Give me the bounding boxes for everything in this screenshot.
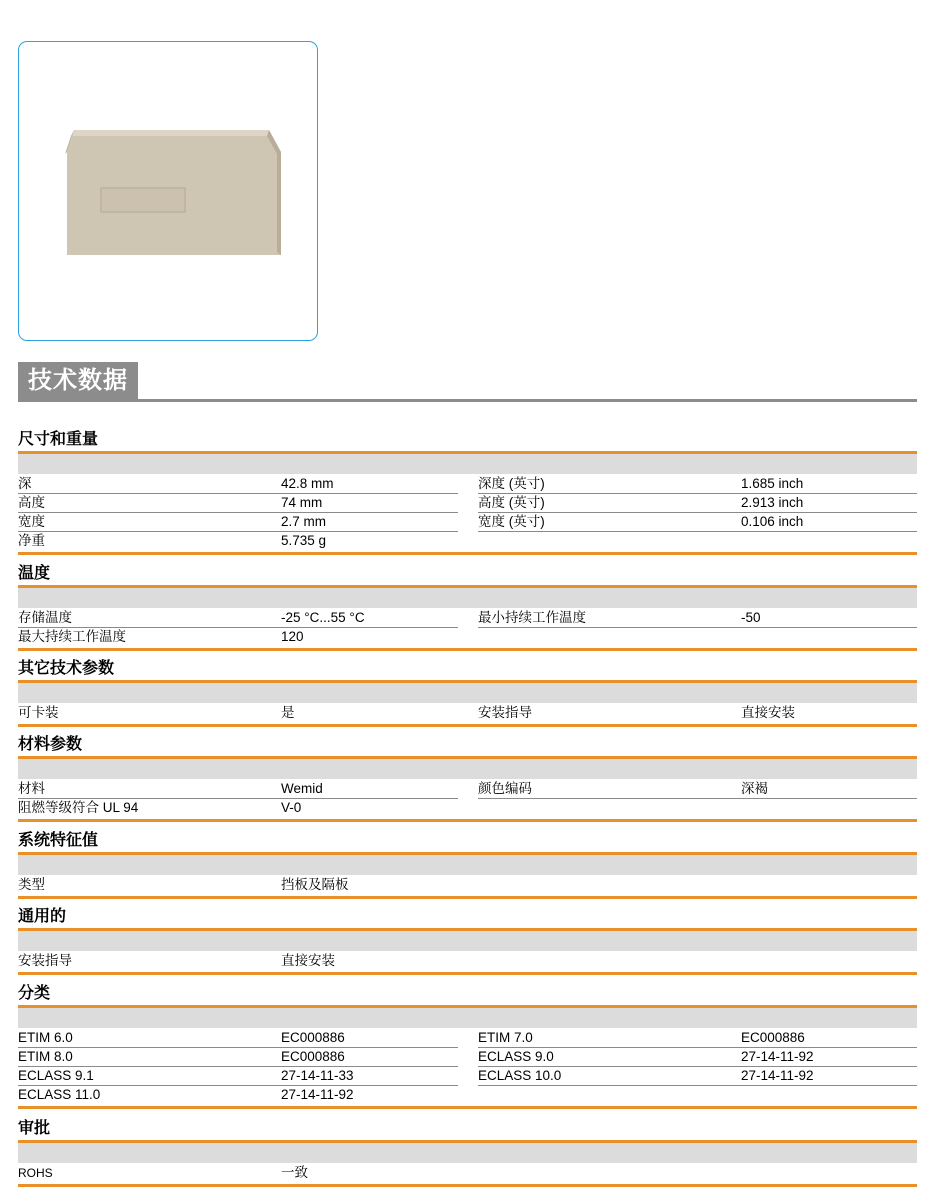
section-header-band xyxy=(18,683,917,703)
spec-value: 1.685 inch xyxy=(741,476,804,491)
spec-label: 安装指导 xyxy=(478,705,532,720)
spec-label: ECLASS 9.0 xyxy=(478,1049,554,1064)
spec-label: ROHS xyxy=(18,1166,53,1180)
spec-label: ETIM 6.0 xyxy=(18,1030,73,1045)
spec-value: 一致 xyxy=(281,1165,308,1180)
spec-label: 高度 xyxy=(18,495,45,510)
spec-value: -50 xyxy=(741,610,761,625)
spec-value: EC000886 xyxy=(281,1049,345,1064)
spec-label: 类型 xyxy=(18,877,45,892)
spec-value: 27-14-11-92 xyxy=(741,1049,814,1064)
spec-label: 材料 xyxy=(18,781,45,796)
section-bottom-rule xyxy=(18,1184,917,1187)
row-divider xyxy=(18,512,458,513)
row-divider xyxy=(478,531,917,532)
row-divider xyxy=(478,798,917,799)
product-image-frame xyxy=(18,41,318,341)
section-title: 材料参数 xyxy=(18,736,83,753)
spec-value: 2.913 inch xyxy=(741,495,804,510)
spec-label: ETIM 7.0 xyxy=(478,1030,533,1045)
spec-label: ECLASS 10.0 xyxy=(478,1068,562,1083)
section-bottom-rule xyxy=(18,552,917,555)
row-divider xyxy=(18,1047,458,1048)
spec-value: EC000886 xyxy=(741,1030,805,1045)
section-title: 其它技术参数 xyxy=(18,660,115,677)
row-divider xyxy=(18,531,458,532)
spec-value: -25 °C...55 °C xyxy=(281,610,365,625)
section-header-band xyxy=(18,759,917,779)
spec-value: 2.7 mm xyxy=(281,514,327,529)
section-bottom-rule xyxy=(18,648,917,651)
main-title: 技术数据 xyxy=(18,362,138,399)
section-header-band xyxy=(18,931,917,951)
spec-label: 安装指导 xyxy=(18,953,72,968)
section-title: 通用的 xyxy=(18,908,67,925)
spec-label: 深度 (英寸) xyxy=(478,476,545,491)
spec-value: 27-14-11-92 xyxy=(281,1087,354,1102)
spec-value: 27-14-11-33 xyxy=(281,1068,354,1083)
section-title: 分类 xyxy=(18,985,51,1002)
spec-label: 最小持续工作温度 xyxy=(478,610,586,625)
spec-value: 挡板及隔板 xyxy=(281,877,349,892)
section-header-band xyxy=(18,1008,917,1028)
spec-value: 74 mm xyxy=(281,495,323,510)
section-title: 系统特征值 xyxy=(18,832,99,849)
spec-value: EC000886 xyxy=(281,1030,345,1045)
main-title-bar xyxy=(18,362,917,402)
spec-label: 颜色编码 xyxy=(478,781,532,796)
row-divider xyxy=(478,627,917,628)
spec-label: ETIM 8.0 xyxy=(18,1049,73,1064)
spec-label: ECLASS 11.0 xyxy=(18,1087,101,1102)
spec-value: 深褐 xyxy=(741,781,768,796)
spec-value: 0.106 inch xyxy=(741,514,804,529)
spec-label: 最大持续工作温度 xyxy=(18,629,126,644)
row-divider xyxy=(18,493,458,494)
spec-label: 净重 xyxy=(18,533,45,548)
spec-value: 是 xyxy=(281,705,295,720)
spec-value: 5.735 g xyxy=(281,533,327,548)
section-bottom-rule xyxy=(18,896,917,899)
section-title: 尺寸和重量 xyxy=(18,431,99,448)
section-bottom-rule xyxy=(18,972,917,975)
spec-label: 宽度 (英寸) xyxy=(478,514,545,529)
section-title: 温度 xyxy=(18,565,51,582)
section-header-band xyxy=(18,855,917,875)
spec-value: V-0 xyxy=(281,800,302,815)
spec-value: Wemid xyxy=(281,781,323,796)
spec-label: 存储温度 xyxy=(18,610,72,625)
section-title: 审批 xyxy=(18,1120,51,1137)
spec-label: 宽度 xyxy=(18,514,45,529)
spec-label: 阻燃等级符合 UL 94 xyxy=(18,800,139,815)
section-header-band xyxy=(18,1143,917,1163)
section-bottom-rule xyxy=(18,1106,917,1109)
spec-label: ECLASS 9.1 xyxy=(18,1068,94,1083)
spec-label: 可卡装 xyxy=(18,705,59,720)
product-image xyxy=(19,42,319,342)
row-divider xyxy=(478,1085,917,1086)
spec-value: 42.8 mm xyxy=(281,476,334,491)
spec-value: 27-14-11-92 xyxy=(741,1068,814,1083)
spec-value: 直接安装 xyxy=(741,705,795,720)
spec-value: 120 xyxy=(281,629,304,644)
section-bottom-rule xyxy=(18,819,917,822)
spec-label: 深 xyxy=(18,476,32,491)
spec-value: 直接安装 xyxy=(281,953,335,968)
section-header-band xyxy=(18,454,917,474)
section-bottom-rule xyxy=(18,724,917,727)
spec-label: 高度 (英寸) xyxy=(478,495,545,510)
section-header-band xyxy=(18,588,917,608)
